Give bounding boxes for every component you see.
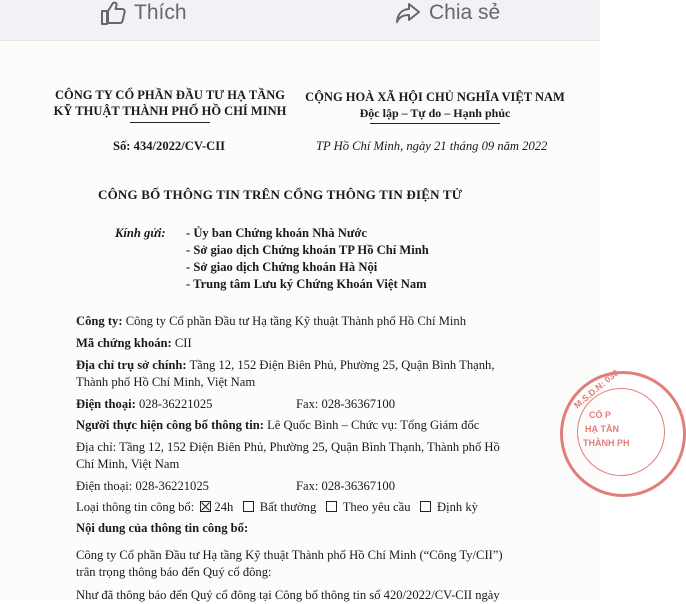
checkbox-unusual (243, 501, 254, 512)
checkbox-periodic (420, 501, 431, 512)
discloser-row (76, 417, 479, 434)
phone2-row (76, 478, 209, 495)
company-seal-stamp (560, 367, 686, 497)
like-label: Thích (134, 1, 187, 24)
thumbs-up-icon (100, 1, 126, 25)
share-arrow-icon (395, 2, 421, 24)
fax2-value: Fax: 028-36367100 (296, 479, 395, 493)
phone-value: 028-36221025 (138, 397, 213, 411)
disclosure-type-label: Loại thông tin công bố: (76, 500, 195, 514)
option-periodic: Định kỳ (437, 500, 478, 514)
stock-code-row (76, 335, 192, 352)
stamp-line1: CỔ P (589, 410, 612, 420)
recipients-label: Kính gửi: (115, 226, 166, 240)
phone-row (76, 396, 212, 413)
option-24h: 24h (214, 500, 234, 514)
discloser-address-line1: Tầng 12, 152 Điện Biên Phủ, Phường 25, Quận Bình Thạnh, Thành phố Hồ (119, 440, 500, 454)
company-row (76, 313, 466, 330)
fax-value: Fax: 028-36367100 (296, 397, 395, 411)
hq-address-line2: Thành phố Hồ Chí Minh, Việt Nam (76, 375, 256, 389)
discloser-address-line2: Chí Minh, Việt Nam (76, 457, 180, 471)
body-para2-line1: Như đã thông báo đến Quý cổ đông tại Công bố thông tin số 420/2022/CV-CII ngày (76, 588, 500, 602)
republic-title: CỘNG HOÀ XÃ HỘI CHỦ NGHĨA VIỆT NAM (305, 90, 565, 104)
stamp-line3: THÀNH PH (583, 438, 630, 448)
recipient-item: - Sở giao dịch Chứng khoán TP Hồ Chí Minh (186, 243, 429, 257)
discloser-label: Người thực hiện công bố thông tin: (76, 418, 264, 432)
document-image (0, 41, 630, 602)
company-value: Công ty Cổ phần Đầu tư Hạ tầng Kỹ thuật Thành phố Hồ Chí Minh (125, 314, 466, 328)
company-name-line2: KỸ THUẬT THÀNH PHỐ HỒ CHÍ MINH (53, 104, 287, 118)
company-label: Công ty: (76, 314, 123, 328)
company-name-line1: CÔNG TY CỔ PHẦN ĐẦU TƯ HẠ TẦNG (55, 88, 285, 102)
body-para1-line1: Công ty Cổ phần Đầu tư Hạ tầng Kỹ thuật Thành phố Hồ Chí Minh (“Công Ty/CII”) (76, 548, 503, 562)
share-label: Chia sẻ (429, 1, 501, 24)
phone2-label: Điện thoại: (76, 479, 133, 493)
stamp-line2: HẠ TẦN (585, 424, 619, 434)
recipient-item: - Sở giao dịch Chứng khoán Hà Nội (186, 260, 378, 274)
stamp-ring-text: M.S.D.N: 030 (572, 367, 621, 411)
motto-underline (370, 123, 500, 124)
national-motto: Độc lập – Tự do – Hạnh phúc (359, 106, 511, 120)
body-para1-line2: trân trọng thông báo đến Quý cổ đông: (76, 565, 272, 579)
recipient-item: - Ủy ban Chứng khoán Nhà Nước (186, 226, 367, 240)
phone-label: Điện thoại: (76, 397, 136, 411)
place-date: TP Hồ Chí Minh, ngày 21 tháng 09 năm 2022 (316, 139, 548, 153)
option-on-request: Theo yêu cầu (342, 500, 411, 514)
discloser-address-label: Địa chỉ: (76, 440, 117, 454)
content-label: Nội dung của thông tin công bố: (76, 521, 249, 535)
checkbox-on-request (326, 501, 337, 512)
hq-address-label: Địa chỉ trụ sở chính: (76, 358, 187, 372)
recipient-item: - Trung tâm Lưu ký Chứng Khoán Việt Nam (186, 277, 427, 291)
discloser-address-row (76, 439, 500, 456)
share-button[interactable] (395, 0, 500, 26)
stock-code-value: CII (174, 336, 192, 350)
disclosure-type-row (76, 499, 478, 516)
stock-code-label: Mã chứng khoán: (76, 336, 172, 350)
like-button[interactable] (100, 0, 187, 26)
company-underline (130, 122, 210, 123)
option-unusual: Bất thường (259, 500, 317, 514)
hq-address-row (76, 357, 494, 374)
document-title: CÔNG BỐ THÔNG TIN TRÊN CỔNG THÔNG TIN ĐIỆN TỬ (98, 187, 463, 202)
discloser-value: Lê Quốc Bình – Chức vụ: Tổng Giám đốc (267, 418, 480, 432)
document-number: Số: 434/2022/CV-CII (113, 139, 226, 153)
phone2-value: 028-36221025 (135, 479, 209, 493)
checkbox-24h-checked (200, 501, 211, 512)
post-action-bar (0, 0, 600, 40)
hq-address-line1: Tầng 12, 152 Điện Biên Phủ, Phường 25, Quận Bình Thạnh, (189, 358, 495, 372)
